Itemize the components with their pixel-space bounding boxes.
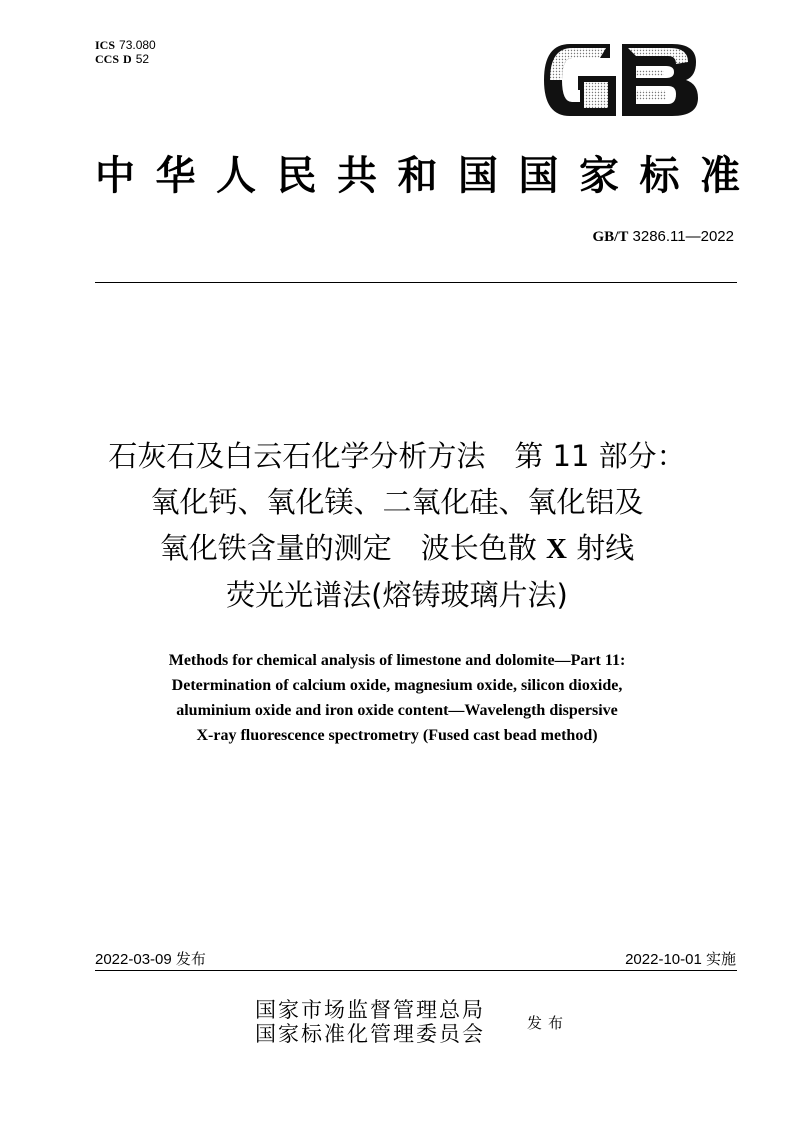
- implementation-date: 2022-10-01 实施: [625, 951, 736, 968]
- standard-code: 3286.11—2022: [632, 228, 734, 245]
- ccs-code: CCS D 52: [95, 52, 150, 66]
- en-title-line: Determination of calcium oxide, magnesium oxide, silicon dioxide,: [171, 677, 623, 694]
- publish-label: 发布: [527, 1014, 570, 1032]
- english-title: [60, 648, 734, 748]
- cn-title-line: 荧光光谱法(熔铸玻璃片法): [226, 578, 568, 612]
- cn-title-line: 石灰石及白云石化学分析方法 第 11 部分：: [108, 439, 686, 473]
- en-title-line: X-ray fluorescence spectrometry (Fused cast bead method): [196, 727, 598, 744]
- issuer-sac: 国家标准化管理委员会: [255, 1022, 485, 1046]
- national-standard-title: [95, 150, 740, 202]
- en-title-line: Methods for chemical analysis of limestone and dolomite—Part 11:: [168, 652, 626, 669]
- title-char: 国: [458, 152, 498, 199]
- ics-code: ICS 73.080: [95, 38, 156, 52]
- classification-codes: [95, 38, 156, 66]
- footer-divider: [95, 970, 737, 971]
- gb-logo-icon: [540, 40, 700, 120]
- title-char: 华: [155, 152, 196, 199]
- title-char: 准: [700, 152, 740, 199]
- header-divider: [95, 282, 737, 283]
- en-title-line: aluminium oxide and iron oxide content—Wavelength dispersive: [176, 702, 618, 719]
- issuing-authorities: [255, 998, 485, 1046]
- title-char: 人: [216, 152, 256, 199]
- title-char: 中: [95, 152, 135, 199]
- title-char: 和: [397, 152, 438, 199]
- issue-date: 2022-03-09 发布: [95, 951, 206, 968]
- standard-number: [592, 228, 734, 246]
- title-char: 标: [639, 152, 680, 199]
- cn-title-line: 氧化钙、氧化镁、二氧化硅、氧化铝及: [150, 485, 644, 519]
- chinese-title: [60, 433, 734, 618]
- title-char: 共: [337, 152, 377, 199]
- issuer-samr: 国家市场监督管理总局: [255, 998, 485, 1022]
- title-char: 民: [276, 152, 317, 199]
- title-char: 国: [518, 152, 559, 199]
- cn-title-line: 氧化铁含量的测定 波长色散 X 射线: [159, 531, 635, 565]
- title-char: 家: [579, 152, 619, 199]
- standard-prefix: GB/T: [592, 229, 629, 245]
